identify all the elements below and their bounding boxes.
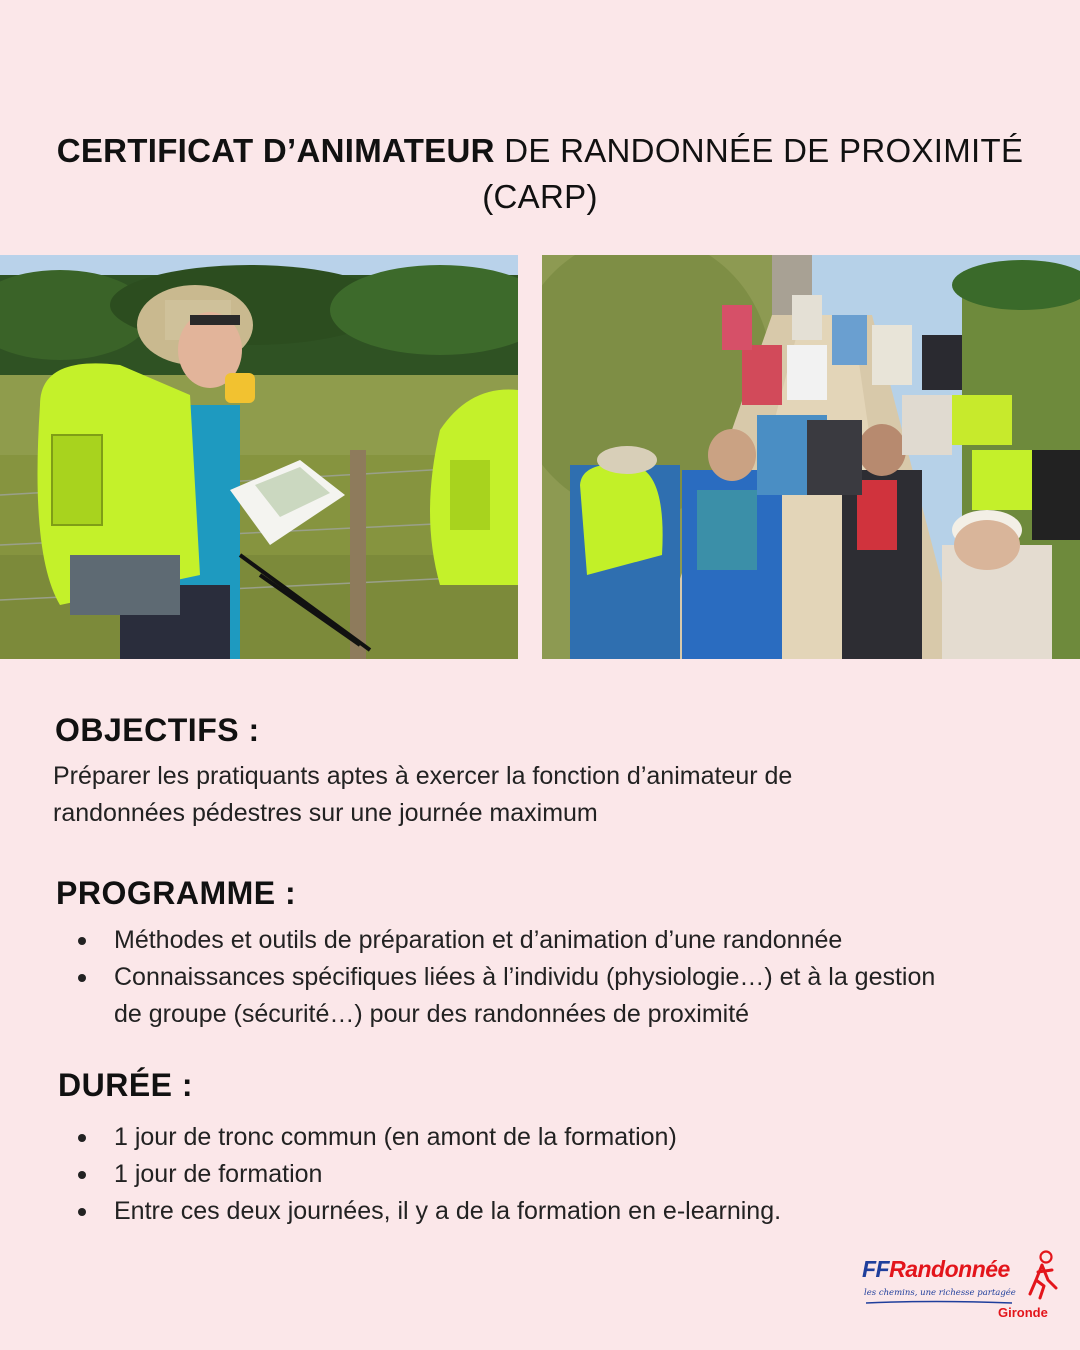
title-line-2: (CARP) (482, 178, 598, 215)
logo-brand (862, 1256, 1010, 1283)
ffrandonnee-logo (860, 1250, 1060, 1325)
title-rest: DE RANDONNÉE DE PROXIMITÉ (494, 132, 1024, 169)
programme-item-2-line-2: de groupe (sécurité…) pour des randonnées de proximité (114, 1000, 750, 1028)
hiking-group-photo (542, 255, 1080, 659)
list-item: 1 jour de tronc commun (en amont de la formation) (70, 1119, 1070, 1156)
programme-item-2-line-1: Connaissances spécifiques liées à l’individu (physiologie…) et à la gestion (114, 963, 936, 991)
list-item (70, 959, 1070, 1033)
duree-heading: DURÉE : (58, 1067, 194, 1103)
programme-item-1: Méthodes et outils de préparation et d’animation d’une randonnée (114, 926, 843, 954)
objectifs-text (53, 758, 792, 832)
logo-randonnee: Randonnée (889, 1256, 1010, 1282)
title-line-1 (0, 128, 1080, 174)
logo-underline (864, 1300, 1014, 1306)
objectifs-line-1: Préparer les pratiquants aptes à exercer la fonction d’animateur de (53, 762, 793, 790)
list-item: 1 jour de formation (70, 1156, 1070, 1193)
logo-region: Gironde (998, 1305, 1048, 1320)
page-title (0, 128, 1080, 220)
logo-tagline: les chemins, une richesse partagée (864, 1288, 1016, 1298)
list-item: Entre ces deux journées, il y a de la formation en e-learning. (70, 1193, 1070, 1230)
programme-heading: PROGRAMME : (56, 875, 297, 911)
logo-ff: FF (862, 1256, 890, 1282)
objectifs-line-2: randonnées pédestres sur une journée maximum (53, 799, 598, 827)
walker-icon (1026, 1250, 1060, 1302)
objectifs-heading: OBJECTIFS : (55, 712, 260, 748)
programme-list (70, 922, 1070, 1033)
hiker-photo (0, 255, 518, 659)
duree-list (70, 1119, 1070, 1230)
title-bold: CERTIFICAT D’ANIMATEUR (56, 132, 495, 169)
list-item (70, 922, 1070, 959)
